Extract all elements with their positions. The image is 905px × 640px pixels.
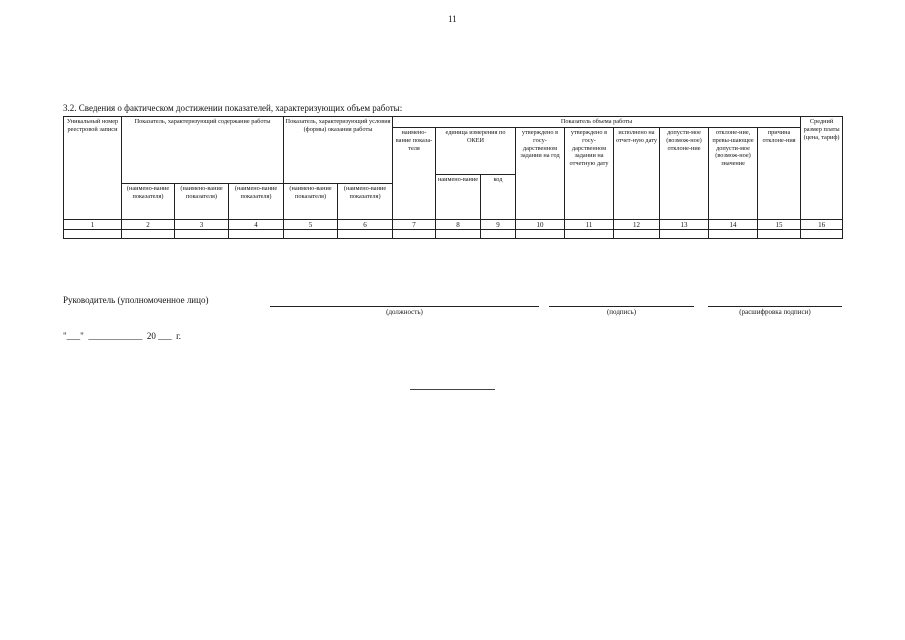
footnote-separator: [410, 389, 495, 390]
column-number: 5: [284, 220, 338, 230]
column-number: 16: [801, 220, 843, 230]
header-allowed-deviation: допусти-мое (возмож-ное) отклоне-ние: [660, 128, 709, 220]
column-number: 3: [175, 220, 229, 230]
position-caption: (должность): [386, 308, 423, 316]
column-number: 9: [481, 220, 516, 230]
signature-label: Руководитель (уполномоченное лицо): [63, 295, 209, 305]
decoding-line: [708, 306, 842, 307]
column-number: 2: [122, 220, 175, 230]
header-average-payment: Средний размер платы (цена, тариф): [801, 117, 843, 220]
column-number: 10: [516, 220, 565, 230]
column-number: 6: [338, 220, 393, 230]
signature-caption: (подпись): [606, 308, 637, 316]
page-number: 11: [448, 14, 457, 24]
column-number: 15: [758, 220, 801, 230]
header-approved-year: утверждено в госу-дарственном задании на год: [516, 128, 565, 220]
header-deviation-reason: причина отклоне-ния: [758, 128, 801, 220]
column-number: 7: [393, 220, 436, 230]
header-exceeding-deviation: отклоне-ние, превы-шающее допусти-мое (возмож-ное) значение: [709, 128, 758, 220]
volume-indicators-table: [63, 116, 843, 239]
header-unit-code: код: [481, 175, 516, 220]
header-volume-indicator: Показатель объема работы: [393, 117, 801, 128]
decoding-caption: (расшифровка подписи): [739, 308, 811, 316]
position-line: [270, 306, 539, 307]
header-indicator-name: наимено-вание показа-теля: [393, 128, 436, 220]
column-number: 13: [660, 220, 709, 230]
header-approved-date: утверждено в госу-дарственном задании на отчетную дату: [565, 128, 614, 220]
header-conditions-indicator: Показатель, характеризующий условия (формы) оказания работы: [284, 117, 393, 184]
column-number: 14: [709, 220, 758, 230]
header-unit-name: наимено-вание: [436, 175, 481, 220]
date-line: "___" ____________ 20 ___ г.: [63, 331, 182, 341]
subheader-indicator-name: (наимено-вание показателя): [175, 184, 229, 220]
signature-line: [549, 306, 694, 307]
subheader-indicator-name: (наимено-вание показателя): [122, 184, 175, 220]
subheader-indicator-name: (наимено-вание показателя): [338, 184, 393, 220]
header-unique-number: Уникальный номер реестровой записи: [64, 117, 122, 220]
subheader-indicator-name: (наимено-вание показателя): [284, 184, 338, 220]
column-number: 1: [64, 220, 122, 230]
section-title: 3.2. Сведения о фактическом достижении показателей, характеризующих объем работы:: [63, 103, 403, 113]
column-number: 4: [229, 220, 284, 230]
header-executed: исполнено на отчет-ную дату: [614, 128, 660, 220]
header-unit-okei: единица измерения по ОКЕИ: [436, 128, 516, 175]
column-number: 11: [565, 220, 614, 230]
column-number: 8: [436, 220, 481, 230]
table-row: [64, 230, 843, 239]
header-content-indicator: Показатель, характеризующий содержание работы: [122, 117, 284, 184]
column-number: 12: [614, 220, 660, 230]
subheader-indicator-name: (наимено-вание показателя): [229, 184, 284, 220]
